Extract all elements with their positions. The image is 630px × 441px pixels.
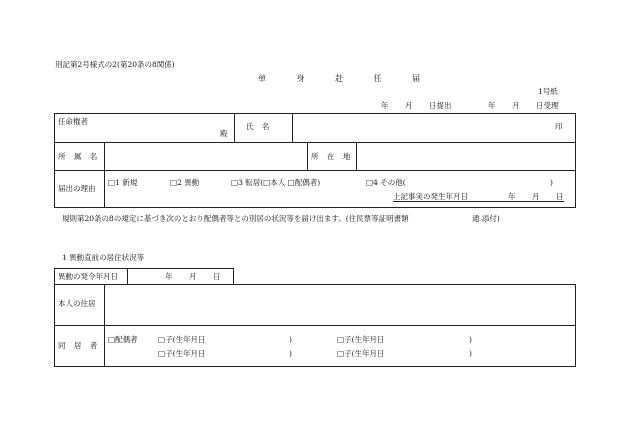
occurrence-day: 日 <box>556 192 564 201</box>
occurrence-month: 月 <box>532 192 540 201</box>
attachment-count: 通 添付) <box>472 214 500 223</box>
cohabitant-child-checkbox[interactable]: □子(生年月日 <box>337 349 385 358</box>
occurrence-date-label: 上記事実の発生年月日 <box>393 192 468 201</box>
department-label: 所 属 名 <box>58 152 101 161</box>
reason-other-close: ) <box>550 178 553 187</box>
location-field[interactable] <box>358 143 574 169</box>
residence-label-divider <box>104 284 105 367</box>
reason-other-checkbox[interactable]: □4 その他( <box>366 178 406 187</box>
sheet-number: 1号紙 <box>538 87 558 96</box>
name-field[interactable] <box>294 114 552 141</box>
move-date-label: 異動の発令年月日 <box>58 272 118 281</box>
occurrence-year: 年 <box>508 192 516 201</box>
cohabitant-label: 同 居 者 <box>58 341 101 350</box>
cohabitant-child-checkbox[interactable]: □子(生年月日 <box>158 335 206 344</box>
move-date-divider <box>127 268 128 285</box>
appointer-label: 任命権者 <box>58 117 88 126</box>
row-divider-2 <box>54 170 576 171</box>
col-divider-name <box>292 113 293 142</box>
cohabitant-child-close: ) <box>469 335 472 344</box>
statement-text: 規則第20条の8の規定に基づき次のとおり配偶者等との別居の状況等を届け出ます。(住民票等証明書類 <box>62 214 409 223</box>
cohabitant-child-close: ) <box>289 335 292 344</box>
col-divider-appointer <box>234 113 235 142</box>
col-divider-dept-label <box>104 142 105 208</box>
submit-year: 年 <box>381 101 389 110</box>
section1-heading: 1 異動直前の居住状況等 <box>62 253 145 262</box>
cohabitant-child-close: ) <box>289 349 292 358</box>
cohabitant-spouse-checkbox[interactable]: □配偶者 <box>108 335 138 344</box>
reason-new-checkbox[interactable]: □1 新規 <box>108 178 138 187</box>
dono-label: 殿 <box>220 129 228 138</box>
col-divider-location-value <box>356 142 357 170</box>
move-date-day: 日 <box>213 272 221 281</box>
cohabitant-child-checkbox[interactable]: □子(生年月日 <box>337 335 385 344</box>
form-title: 単 身 赴 任 届 <box>258 74 435 83</box>
seal-mark: 印 <box>555 122 563 131</box>
submit-day: 日提出 <box>429 101 452 110</box>
accept-day: 日受理 <box>536 101 559 110</box>
cohabitant-child-checkbox[interactable]: □子(生年月日 <box>158 349 206 358</box>
residence-divider <box>54 325 576 326</box>
accept-month: 月 <box>512 101 520 110</box>
residence-label: 本人の住居 <box>58 299 96 308</box>
occurrence-underline <box>393 201 564 202</box>
accept-year: 年 <box>488 101 496 110</box>
reason-transfer-checkbox[interactable]: □2 異動 <box>170 178 200 187</box>
form-reference: 別記第2号様式の2(第20条の8関係) <box>55 60 175 69</box>
location-label: 所 在 地 <box>311 152 354 161</box>
reason-label: 届出の理由 <box>58 184 96 193</box>
col-divider-location <box>307 142 308 170</box>
cohabitant-child-close: ) <box>469 349 472 358</box>
residence-field[interactable] <box>106 286 574 324</box>
move-date-month: 月 <box>189 272 197 281</box>
move-date-year: 年 <box>165 272 173 281</box>
name-label: 氏 名 <box>246 122 273 131</box>
reason-relocation-checkbox[interactable]: □3 転居(□本人 □配偶者) <box>231 178 321 187</box>
submit-month: 月 <box>405 101 413 110</box>
department-field[interactable] <box>106 143 306 169</box>
